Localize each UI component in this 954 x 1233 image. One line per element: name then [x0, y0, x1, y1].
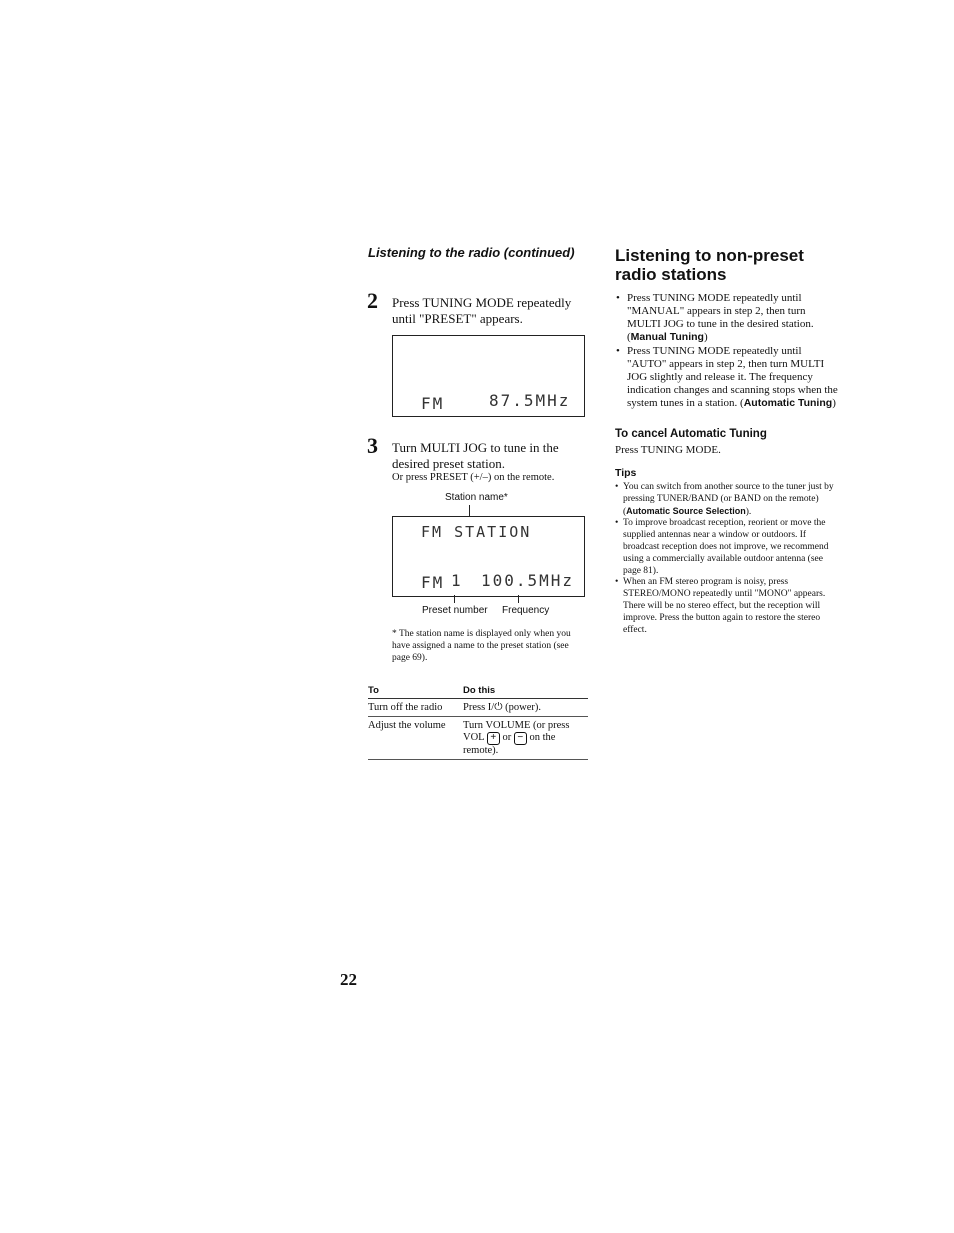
cancel-heading: To cancel Automatic Tuning [615, 428, 767, 440]
lcd-frequency: 100.5MHz [481, 571, 575, 590]
callout-line [454, 595, 455, 603]
table-row [368, 717, 588, 760]
lcd-display-station [392, 516, 585, 597]
list-item: • You can switch from another source to the tuner just by pressing TUNER/BAND (or BAND on the remote) (Automatic Source Selection). [615, 482, 837, 518]
table-header: Do this [463, 683, 588, 699]
footnote: * The station name is displayed only when you have assigned a name to the preset station (see page 69). [392, 629, 571, 663]
step-subtext: Or press PRESET (+/–) on the remote. [392, 472, 555, 483]
page-title: Listening to non-preset radio stations [615, 246, 804, 284]
step-number: 3 [367, 433, 378, 458]
list-item-text: When an FM stereo program is noisy, press STEREO/MONO repeatedly until "MONO" appears. There will be no stereo effect, but the reception will improve. Press the button again to restore the stereo effect. [623, 577, 826, 635]
list-item-bold: Automatic Source Selection [626, 505, 746, 516]
table-cell: Turn off the radio [368, 699, 463, 717]
list-item-text: To improve broadcast reception, reorient or move the supplied antennas near a window or outdoors. If broadcast reception does not improve, we recommend using a commercially available outdoor antenna (see page 81). [623, 518, 829, 576]
list-item-text: Press TUNING MODE repeatedly until "AUTO" appears in step 2, then turn MULTI JOG slightly and release it. The frequency indication changes and scanning stops when the system tunes in a station. [627, 345, 838, 409]
step-text: Turn MULTI JOG to tune in the desired preset station. [392, 440, 559, 471]
list-item-text: You can switch from another source to the tuner just by pressing TUNER/BAND (or BAND on the remote) [623, 482, 834, 504]
list-item: • Press TUNING MODE repeatedly until "MANUAL" appears in step 2, then turn MULTI JOG to tune in the desired station. (Manual Tuning) [615, 292, 840, 344]
action-table [368, 683, 588, 760]
callout-line [518, 595, 519, 603]
lcd-band: FM [421, 573, 445, 592]
table-cell [463, 717, 588, 760]
plus-icon: + [487, 732, 500, 745]
lcd-preset-number: 1 [451, 571, 463, 590]
callout-frequency: Frequency [502, 605, 550, 616]
list-item [615, 518, 837, 577]
table-cell-text: on the remote). [463, 732, 556, 756]
cancel-text: Press TUNING MODE. [615, 444, 721, 456]
table-cell: Adjust the volume [368, 717, 463, 760]
minus-icon: − [514, 732, 527, 745]
table-cell: Press I/⏻ (power). [463, 699, 588, 717]
page-number: 22 [340, 970, 357, 989]
lcd-band: FM [421, 394, 445, 413]
list-item: • Press TUNING MODE repeatedly until "AUTO" appears in step 2, then turn MULTI JOG slightly and release it. The frequency indication changes and scanning stops when the system tunes in a station. (Automatic Tuning) [615, 345, 840, 410]
tips-list [615, 482, 837, 636]
callout-preset-number: Preset number [422, 605, 488, 616]
lcd-station-name: FM STATION [421, 523, 532, 541]
tuning-bullets [615, 292, 840, 411]
table-row [368, 699, 588, 717]
list-item [615, 577, 837, 636]
tips-heading: Tips [615, 467, 637, 479]
lcd-display-preset [392, 335, 585, 417]
list-item-text: Press TUNING MODE repeatedly until "MANUAL" appears in step 2, then turn MULTI JOG to tune in the desired station. [627, 292, 814, 330]
lcd-frequency: 87.5MHz [489, 391, 571, 410]
table-header: To [368, 683, 463, 699]
list-item-bold: Automatic Tuning [743, 397, 833, 409]
list-item-bold: Manual Tuning [630, 331, 704, 343]
section-header: Listening to the radio (continued) [368, 245, 575, 260]
table-cell-text: or [499, 732, 514, 743]
callout-station-name: Station name* [445, 492, 508, 503]
table-cell-text: Turn VOLUME (or press VOL [463, 720, 570, 743]
step-text: Press TUNING MODE repeatedly until "PRESET" appears. [392, 295, 572, 326]
step-number: 2 [367, 288, 378, 313]
